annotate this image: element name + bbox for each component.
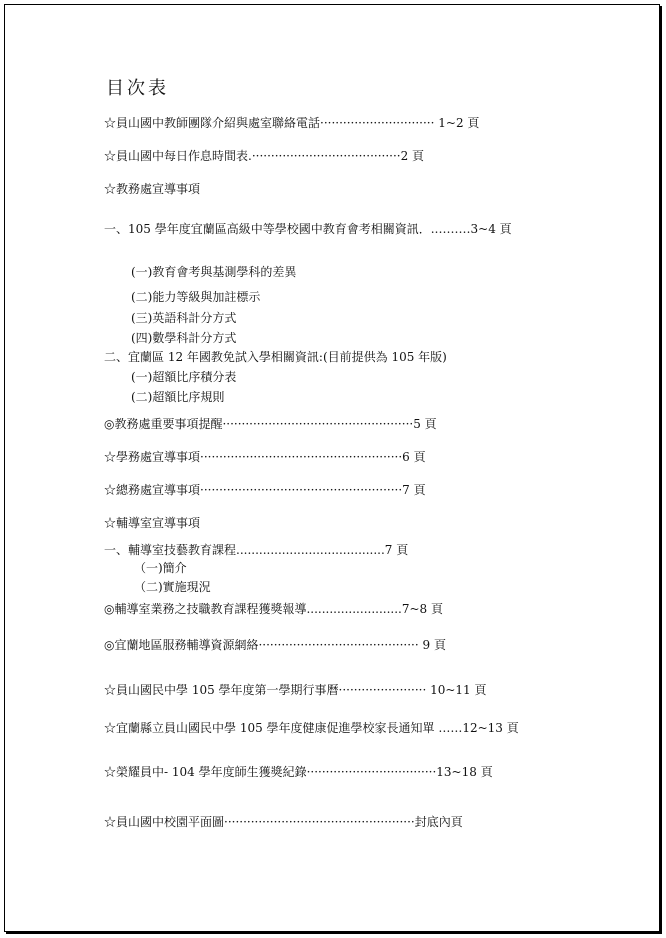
toc-entry-counseling: ☆輔導室宣導事項 xyxy=(104,516,201,530)
toc-entry-admission-info: 二、宜蘭區 12 年國教免試入學相關資訊:(目前提供為 105 年版) xyxy=(104,350,447,364)
toc-entry-academic-reminders: ◎教務處重要事項提醒··················································5 頁 xyxy=(104,417,437,431)
toc-entry-teacher-team: ☆員山國中教師團隊介紹與處室聯絡電話······························ 1~2 頁 xyxy=(104,116,480,130)
toc-subentry-implementation: （二)實施現況 xyxy=(134,580,211,594)
toc-entry-daily-schedule: ☆員山國中每日作息時間表.·······································2 頁 xyxy=(104,149,425,163)
toc-subentry-exam-difference: (一)教育會考與基測學科的差異 xyxy=(131,265,297,279)
toc-entry-academic-affairs: ☆教務處宣導事項 xyxy=(104,182,201,196)
toc-entry-health-notice: ☆宜蘭縣立員山國民中學 105 學年度健康促進學校家長通知單 ……12~13 頁 xyxy=(104,721,519,735)
toc-entry-vocational-courses: 一、輔導室技藝教育課程.......................................7 頁 xyxy=(104,543,409,557)
toc-entry-student-affairs: ☆學務處宣導事項·····················································6 頁 xyxy=(104,450,426,464)
page-border xyxy=(4,4,660,932)
toc-entry-award-report: ◎輔導室業務之技職教育課程獲獎報導.........................7~8 頁 xyxy=(104,602,443,616)
toc-subentry-ranking-rules: (二)超額比序規則 xyxy=(131,390,225,404)
page-title: 目次表 xyxy=(106,78,169,99)
toc-entry-exam-info: 一、105 學年度宜蘭區高級中等學校國中教育會考相關資訊．.………3~4 頁 xyxy=(104,222,512,236)
toc-subentry-score-table: (一)超額比序積分表 xyxy=(131,370,237,384)
toc-entry-resource-network: ◎宜蘭地區服務輔導資源網絡·········································· 9 頁 xyxy=(104,638,446,652)
toc-entry-campus-map: ☆員山國中校園平面圖··················································封底內頁 xyxy=(104,815,463,829)
toc-entry-honor-awards: ☆榮耀員中- 104 學年度師生獲獎紀錄··································13~18 頁 xyxy=(104,765,493,779)
toc-subentry-english-scoring: (三)英語科計分方式 xyxy=(131,311,237,325)
toc-entry-general-affairs: ☆總務處宣導事項·····················································7 頁 xyxy=(104,483,426,497)
toc-subentry-math-scoring: (四)數學科計分方式 xyxy=(131,331,237,345)
toc-subentry-introduction: （一)簡介 xyxy=(134,561,187,575)
toc-subentry-ability-levels: (二)能力等級與加註標示 xyxy=(131,290,261,304)
toc-entry-school-calendar: ☆員山國民中學 105 學年度第一學期行事曆······················· 10~11 頁 xyxy=(104,683,487,697)
